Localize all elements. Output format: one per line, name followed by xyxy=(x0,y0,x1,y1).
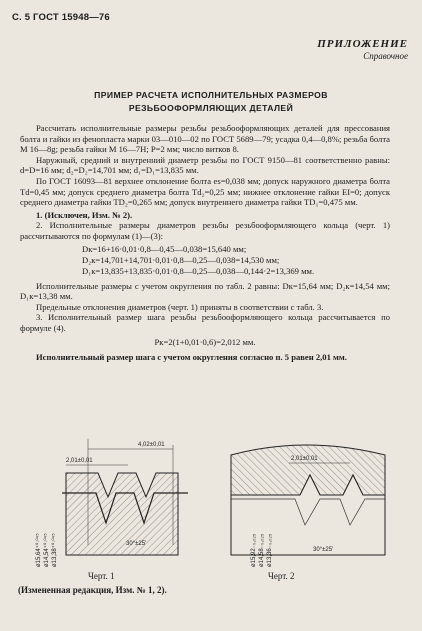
paragraph-item3: 3. Исполнительный размер шага резьбы резьбооформляющего кольца рассчитывается по формуле (4). xyxy=(20,312,390,333)
d-outer-label: ø15,64⁺⁰·⁰⁴⁵ xyxy=(36,533,42,567)
paragraph-diameters: Наружный, средний и внутренний диаметр резьбы по ГОСТ 9150—81 соответственно равны: d=D=16 мм; d₂=D₂=14,701 мм; d₁=D₁=13,835 мм. xyxy=(20,154,390,176)
title-line-2: РЕЗЬБООФОРМЛЯЮЩИХ ДЕТАЛЕЙ xyxy=(128,103,294,113)
appendix-block xyxy=(317,38,408,61)
paragraph-limits: Предельные отклонения диаметров (черт. 1) приняты в соответствии с табл. 3. xyxy=(36,301,324,312)
paragraph-item1: 1. (Исключен, Изм. № 2). xyxy=(36,209,133,220)
d-outer-label-2: ø15,92₋₀,₀₂₅ xyxy=(251,533,257,567)
formula-1: Dк=16+16·0,01·0,8—0,45—0,038=15,640 мм; xyxy=(82,243,247,254)
formula-4: Pк=2(1+0,01·0,6)=2,012 мм. xyxy=(154,336,256,347)
pitch-label: 2,01±0,01 xyxy=(291,456,318,462)
paragraph-task: Рассчитать исполнительные размеры резьбы резьбооформляющих деталей для прессования болта и гайки из фенопласта марки 03—010—02 по ГОСТ 5689—79; усадка 0,4—0,8%; резьба болта М 16—8g; резьба гайки М 16—7H; P=2 мм; число витков 8. xyxy=(20,123,390,155)
angle-label-2: 30°±25' xyxy=(313,547,334,553)
body-text xyxy=(20,123,390,362)
figure-2-caption: Черт. 2 xyxy=(268,571,295,581)
paragraph-item2: 2. Исполнительные размеры диаметров резьбы резьбооформляющего кольца (черт. 1) рассчитываются по формулам (1)—(3): xyxy=(20,220,390,241)
paragraph-pitch: Исполнительный размер шага с учетом округления согласно п. 5 равен 2,01 мм. xyxy=(36,351,347,362)
figure-1-caption: Черт. 1 xyxy=(88,571,115,581)
thread-punch-drawing xyxy=(225,435,395,570)
paragraph-rounded: Исполнительные размеры с учетом округления по табл. 2 равны: Dк=15,64 мм; D₂к=14,54 мм; D₁к=13,38 мм. xyxy=(20,280,390,302)
d-inner-label-2: ø13,36₋₀,₀₂₅ xyxy=(267,533,273,567)
pitch-top-label: 4,02±0,01 xyxy=(138,442,165,448)
document-title xyxy=(0,89,422,115)
d-mid-label: ø14,54⁺⁰·⁰⁴⁵ xyxy=(44,533,50,567)
d-inner-label: ø13,38⁺⁰·⁰⁴⁵ xyxy=(52,533,58,567)
appendix-sublabel: Справочное xyxy=(363,51,408,61)
pitch-low-label: 2,01±0,01 xyxy=(66,458,93,464)
page-header: С. 5 ГОСТ 15948—76 xyxy=(12,12,110,23)
thread-ring-drawing xyxy=(28,435,218,570)
angle-label: 30°±25' xyxy=(126,541,147,547)
appendix-label: ПРИЛОЖЕНИЕ xyxy=(317,38,408,50)
formula-3: D₁к=13,835+13,835·0,01·0,8—0,25—0,038—0,144·2=13,369 мм. xyxy=(82,265,315,276)
formula-2: D₂к=14,701+14,701·0,01·0,8—0,25—0,038=14,530 мм; xyxy=(82,254,280,265)
d-mid-label-2: ø14,58₋₀,₀₂₅ xyxy=(259,533,265,567)
revision-note: (Измененная редакция, Изм. № 1, 2). xyxy=(18,585,167,595)
title-line-1: ПРИМЕР РАСЧЕТА ИСПОЛНИТЕЛЬНЫХ РАЗМЕРОВ xyxy=(94,90,328,100)
paragraph-tolerances: По ГОСТ 16093—81 верхнее отклонение болта es=0,038 мм; допуск наружного диаметра болта Td=0,45 мм; допуск среднего диаметра болта Td₂=0,25 мм; нижнее отклонение гайки EI=0; допуск среднего диаметра гайки TD₂=0,265 мм; допуск внутреннего диаметра гайки TD₁=0,475 мм. xyxy=(20,175,390,208)
